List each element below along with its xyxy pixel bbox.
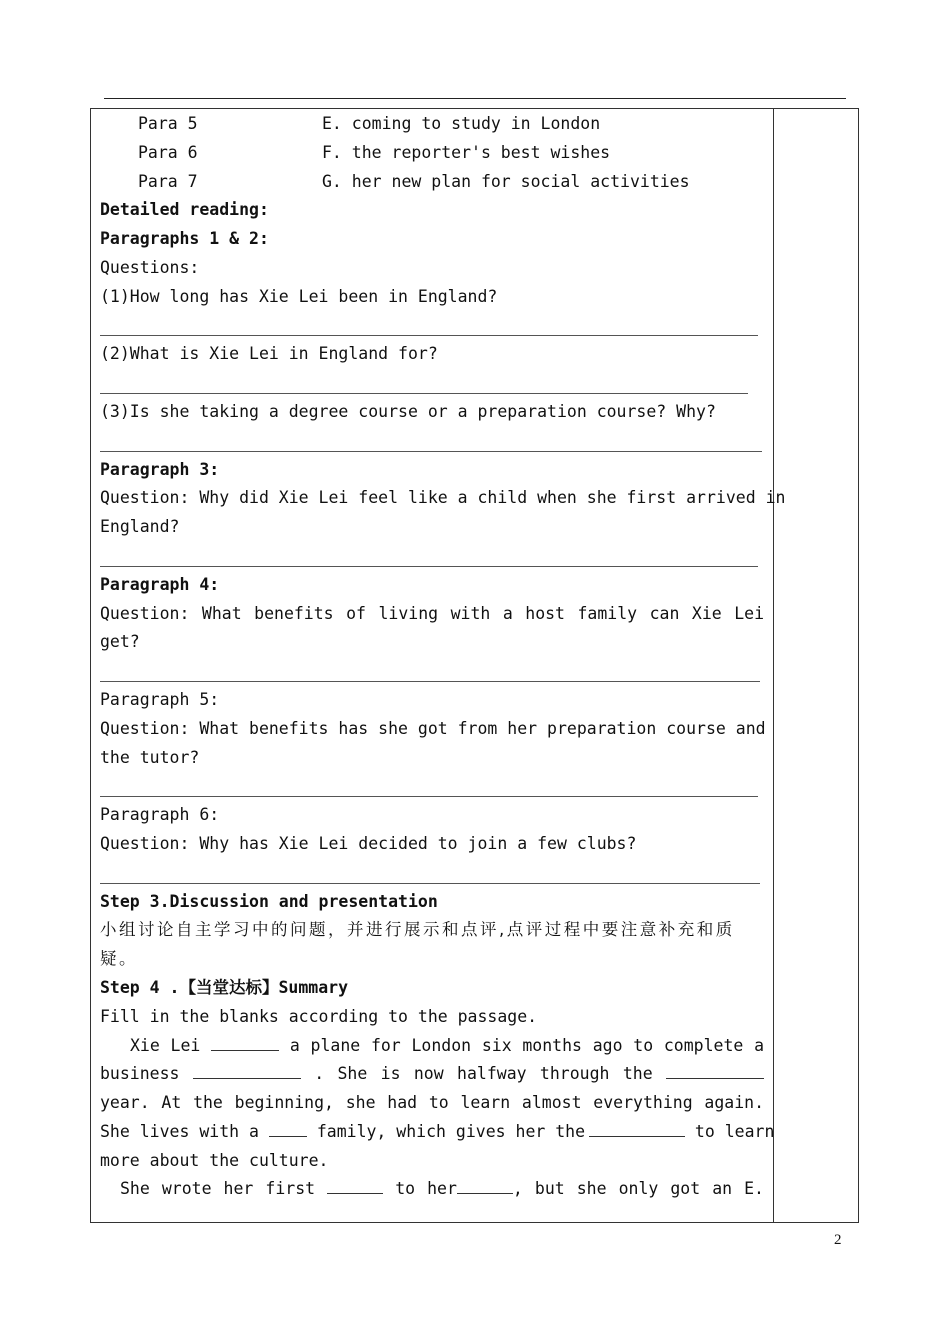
summary-text: to learn (694, 1121, 775, 1141)
summary-text: She lives with a (100, 1121, 259, 1141)
blank-3[interactable] (666, 1062, 764, 1079)
question-2: (2)What is Xie Lei in England for? (100, 344, 438, 364)
paragraph-3-heading: Paragraph 3: (100, 459, 220, 479)
blank-1[interactable] (211, 1034, 279, 1051)
matching-row (100, 110, 764, 139)
matching-para: Para 5 (138, 114, 198, 133)
question-1: (1)How long has Xie Lei been in England? (100, 286, 498, 306)
paragraph-5-question: Question: What benefits has she got from her preparation course and (100, 718, 766, 738)
paragraph-4-question-cont: get? (100, 632, 140, 652)
paragraph-4-heading: Paragraph 4: (100, 574, 220, 594)
matching-desc: E. coming to study in London (322, 114, 601, 133)
summary-text: business (100, 1064, 180, 1084)
matching-row (100, 168, 764, 197)
paragraph-6-question: Question: Why has Xie Lei decided to join a few clubs? (100, 833, 637, 853)
step-4-heading (100, 974, 764, 1003)
blank-6[interactable] (327, 1177, 383, 1194)
matching-desc: G. her new plan for social activities (322, 171, 690, 191)
summary-instruction: Fill in the blanks according to the passage. (100, 1006, 538, 1026)
summary-text: to her (395, 1179, 457, 1199)
blank-2[interactable] (193, 1062, 301, 1079)
step-4-heading-suffix: Summary (278, 977, 349, 997)
summary-text: She wrote her first (120, 1179, 316, 1199)
answer-line-q1[interactable] (100, 312, 764, 341)
paragraph-3-question-cont: England? (100, 517, 180, 537)
question-3: (3)Is she taking a degree course or a preparation course? Why? (100, 401, 716, 421)
matching-para: Para 7 (138, 171, 198, 191)
questions-label: Questions: (100, 257, 200, 277)
matching-para: Para 6 (138, 142, 198, 162)
page-number: 2 (834, 1232, 842, 1248)
paragraph-5-heading: Paragraph 5: (100, 689, 220, 709)
matching-desc: F. the reporter's best wishes (322, 142, 611, 162)
paragraphs-1-2-heading: Paragraphs 1 & 2: (100, 229, 269, 249)
answer-line-p4[interactable] (100, 657, 764, 686)
blank-5[interactable] (589, 1120, 685, 1137)
header-rule (104, 98, 846, 99)
blank-4[interactable] (269, 1120, 307, 1137)
summary-sentence (100, 1060, 764, 1089)
answer-line-q2[interactable] (100, 369, 764, 398)
answer-line-p6[interactable] (100, 859, 764, 888)
answer-line-q3[interactable] (100, 427, 764, 456)
summary-sentence (100, 1032, 764, 1061)
answer-line-p5[interactable] (100, 772, 764, 801)
summary-text: a plane for London six months ago to complete a (289, 1035, 765, 1055)
summary-text: . She is now halfway through the (314, 1064, 653, 1084)
worksheet-content (100, 110, 786, 1204)
notes-column-divider (773, 108, 774, 1223)
summary-sentence (100, 1175, 764, 1204)
answer-line-p3[interactable] (100, 542, 764, 571)
step-3-text-cont: 疑。 (100, 949, 138, 969)
summary-sentence: more about the culture. (100, 1150, 329, 1170)
summary-text: , but she only got an E. (512, 1179, 764, 1199)
summary-text: family, which gives her the (316, 1121, 586, 1141)
detailed-reading-heading: Detailed reading: (100, 200, 269, 220)
summary-sentence (100, 1118, 775, 1147)
summary-sentence: year. At the beginning, she had to learn almost everything again. (100, 1093, 764, 1113)
matching-row (100, 139, 764, 168)
summary-text: Xie Lei (130, 1035, 201, 1055)
paragraph-3-question: Question: Why did Xie Lei feel like a child when she first arrived in (100, 488, 786, 508)
paragraph-6-heading: Paragraph 6: (100, 805, 220, 825)
step-4-heading-cn: 【当堂达标】 (179, 977, 279, 997)
step-3-text: 小组讨论自主学习中的问题，并进行展示和点评,点评过程中要注意补充和质 (100, 920, 735, 940)
paragraph-4-question: Question: What benefits of living with a host family can Xie Lei (100, 603, 764, 623)
paragraph-5-question-cont: the tutor? (100, 747, 200, 767)
step-3-heading: Step 3.Discussion and presentation (100, 891, 438, 911)
step-4-heading-prefix: Step 4 . (100, 977, 180, 997)
blank-7[interactable] (457, 1177, 513, 1194)
